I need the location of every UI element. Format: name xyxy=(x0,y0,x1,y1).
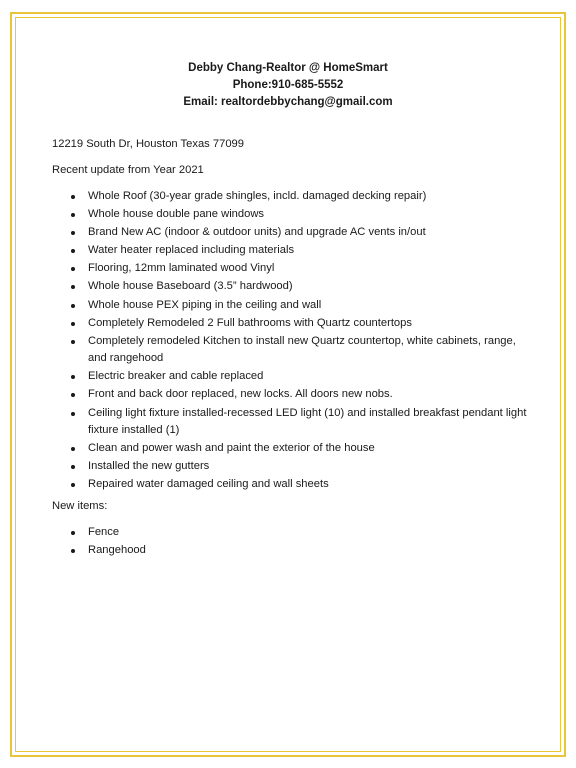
list-item: Whole Roof (30-year grade shingles, incld. damaged decking repair) xyxy=(52,188,532,206)
list-item: Clean and power wash and paint the exterior of the house xyxy=(52,440,532,458)
list-item: Whole house double pane windows xyxy=(52,206,532,224)
list-item: Front and back door replaced, new locks. All doors new nobs. xyxy=(52,386,532,404)
list-item: Brand New AC (indoor & outdoor units) and upgrade AC vents in/out xyxy=(52,224,532,242)
recent-update-heading: Recent update from Year 2021 xyxy=(52,164,204,176)
realtor-name: Debby Chang-Realtor @ HomeSmart xyxy=(188,62,388,74)
list-item: Water heater replaced including materials xyxy=(52,242,532,260)
list-item: Whole house PEX piping in the ceiling and wall xyxy=(52,297,532,315)
list-item: Electric breaker and cable replaced xyxy=(52,368,532,386)
updates-list xyxy=(52,188,532,494)
realtor-email: Email: realtordebbychang@gmail.com xyxy=(183,96,393,108)
list-item: Completely Remodeled 2 Full bathrooms with Quartz countertops xyxy=(52,315,532,333)
list-item: Flooring, 12mm laminated wood Vinyl xyxy=(52,260,532,278)
new-items-heading: New items: xyxy=(52,500,108,512)
list-item: Rangehood xyxy=(52,542,146,560)
contact-header xyxy=(0,60,576,111)
list-item: Ceiling light fixture installed-recessed LED light (10) and installed breakfast pendant light fixture installed (1) xyxy=(52,405,532,440)
list-item: Completely remodeled Kitchen to install new Quartz countertop, white cabinets, range, and rangehood xyxy=(52,333,532,368)
property-address: 12219 South Dr, Houston Texas 77099 xyxy=(52,138,244,150)
realtor-phone: Phone:910-685-5552 xyxy=(232,79,344,91)
new-items-list xyxy=(52,524,146,560)
list-item: Repaired water damaged ceiling and wall sheets xyxy=(52,476,532,494)
list-item: Installed the new gutters xyxy=(52,458,532,476)
list-item: Fence xyxy=(52,524,146,542)
list-item: Whole house Baseboard (3.5” hardwood) xyxy=(52,278,532,296)
